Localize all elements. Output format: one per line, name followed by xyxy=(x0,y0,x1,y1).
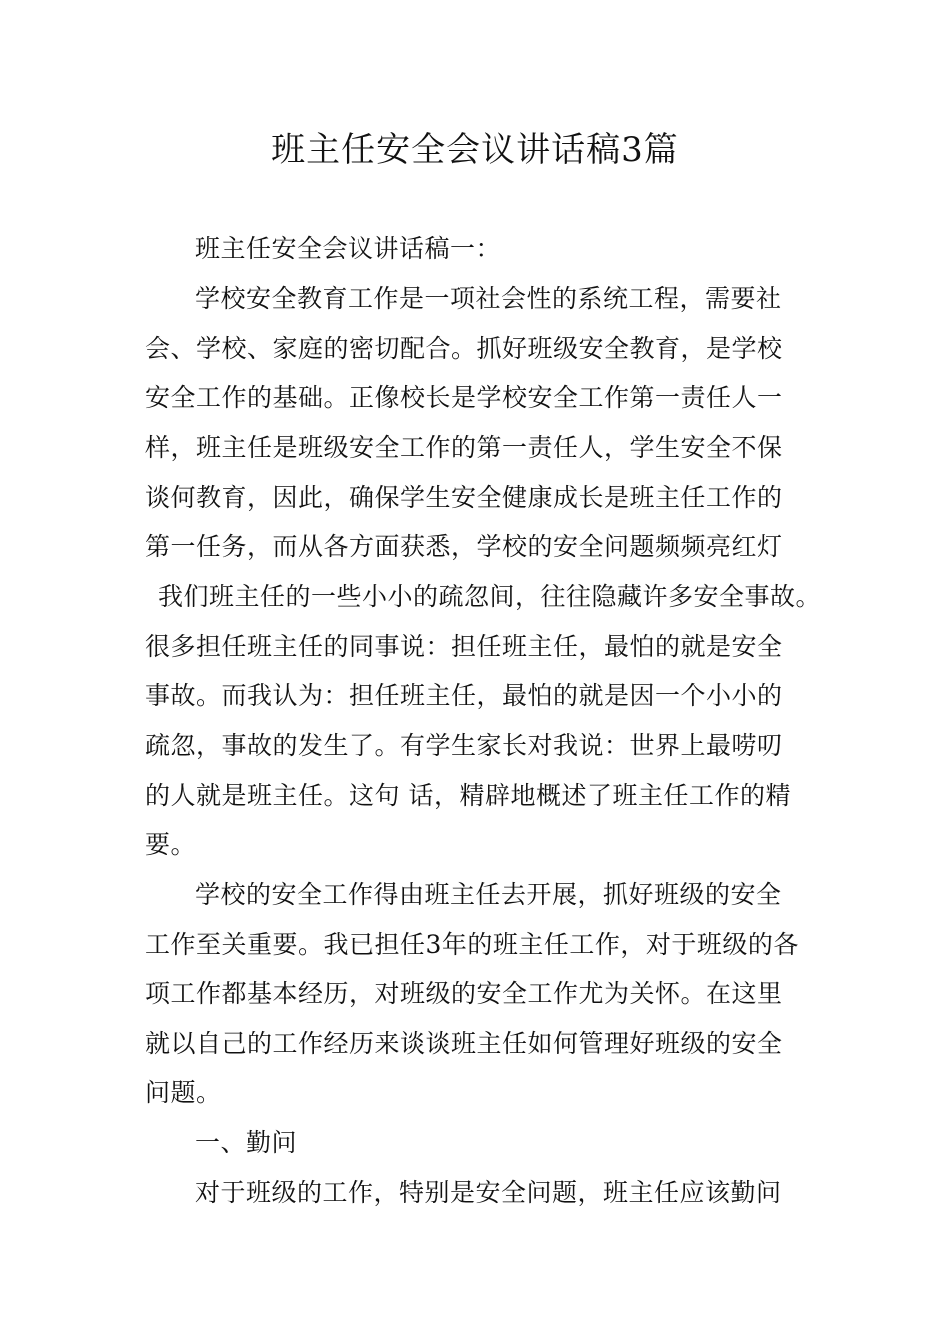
paragraph-line: 很多担任班主任的同事说：担任班主任，最怕的就是安全 xyxy=(145,632,783,661)
paragraph-line: 样，班主任是班级安全工作的第一责任人，学生安全不保 xyxy=(145,433,783,462)
paragraph-line: 谈何教育，因此，确保学生安全健康成长是班主任工作的 xyxy=(145,483,783,512)
paragraph-line: 学校的安全工作得由班主任去开展，抓好班级的安全 xyxy=(195,880,782,909)
paragraph-line: 工作至关重要。我已担任3年的班主任工作，对于班级的各 xyxy=(145,930,799,959)
paragraph-line: 要。 xyxy=(145,830,197,859)
paragraph-line: 项工作都基本经历，对班级的安全工作尤为关怀。在这里 xyxy=(145,979,783,1008)
document-title: 班主任安全会议讲话稿3篇 xyxy=(271,130,679,170)
paragraph-line: 的人就是班主任。这句 话，精辟地概述了班主任工作的精 xyxy=(145,781,791,810)
section-heading: 班主任安全会议讲话稿一： xyxy=(195,234,502,263)
paragraph-line: 安全工作的基础。正像校长是学校安全工作第一责任人一 xyxy=(145,383,783,412)
paragraph-line: 第一任务，而从各方面获悉，学校的安全问题频频亮红灯 xyxy=(145,532,783,561)
subsection-heading: 一、勤问 xyxy=(195,1128,298,1157)
paragraph-line: 疏忽，事故的发生了。有学生家长对我说：世界上最唠叨 xyxy=(145,731,783,760)
paragraph-line: 事故。而我认为：担任班主任，最怕的就是因一个小小的 xyxy=(145,681,783,710)
paragraph-line: 我们班主任的一些小小的疏忽间，往往隐藏许多安全事故。 xyxy=(158,582,822,611)
paragraph-line: 问题。 xyxy=(145,1078,222,1107)
paragraph-line: 对于班级的工作，特别是安全问题，班主任应该勤问 xyxy=(195,1178,782,1207)
paragraph-line: 会、学校、家庭的密切配合。抓好班级安全教育，是学校 xyxy=(145,334,783,363)
paragraph-line: 就以自己的工作经历来谈谈班主任如何管理好班级的安全 xyxy=(145,1029,783,1058)
paragraph-line: 学校安全教育工作是一项社会性的系统工程，需要社 xyxy=(195,284,782,313)
